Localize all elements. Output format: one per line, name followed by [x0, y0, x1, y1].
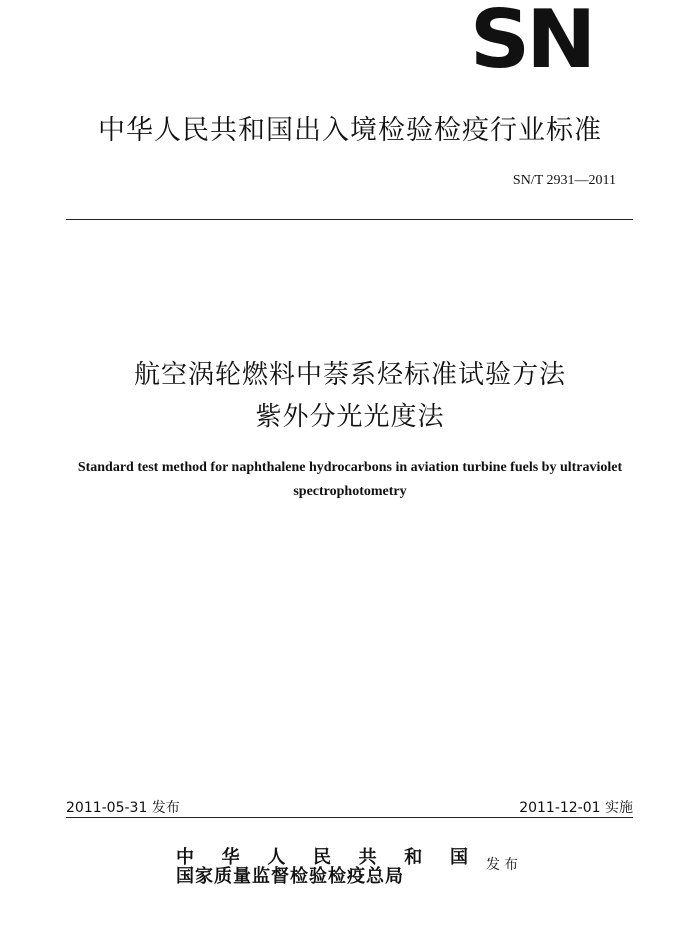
- issuer-line2: 国家质量监督检验检疫总局: [176, 866, 404, 887]
- issuer-char: 人: [267, 847, 286, 868]
- sn-logo: SN: [469, 4, 593, 76]
- bottom-divider: [66, 817, 633, 818]
- top-divider: [66, 219, 633, 220]
- issue-date: 2011-05-31 发布: [66, 800, 180, 816]
- issuer-char: 民: [312, 847, 331, 868]
- chinese-title-line1: 航空涡轮燃料中萘系烃标准试验方法: [133, 360, 566, 390]
- issuer-char: 中: [176, 847, 194, 868]
- issuer-char: 国: [449, 847, 468, 868]
- issuer-char: 和: [404, 847, 423, 868]
- standard-category-title: 中华人民共和国出入境检验检疫行业标准: [98, 115, 602, 146]
- english-title: Standard test method for naphthalene hydrocarbons in aviation turbine fuels by ultraviolet spectrophotometry: [77, 460, 623, 499]
- implementation-date: 2011-12-01 实施: [519, 800, 633, 816]
- chinese-title-line2: 紫外分光光度法: [255, 402, 445, 432]
- standard-code: SN/T 2931—2011: [512, 173, 616, 188]
- issuer-char: 华: [221, 847, 240, 868]
- issuer-char: 共: [358, 847, 377, 868]
- publish-label: 发布: [486, 857, 522, 873]
